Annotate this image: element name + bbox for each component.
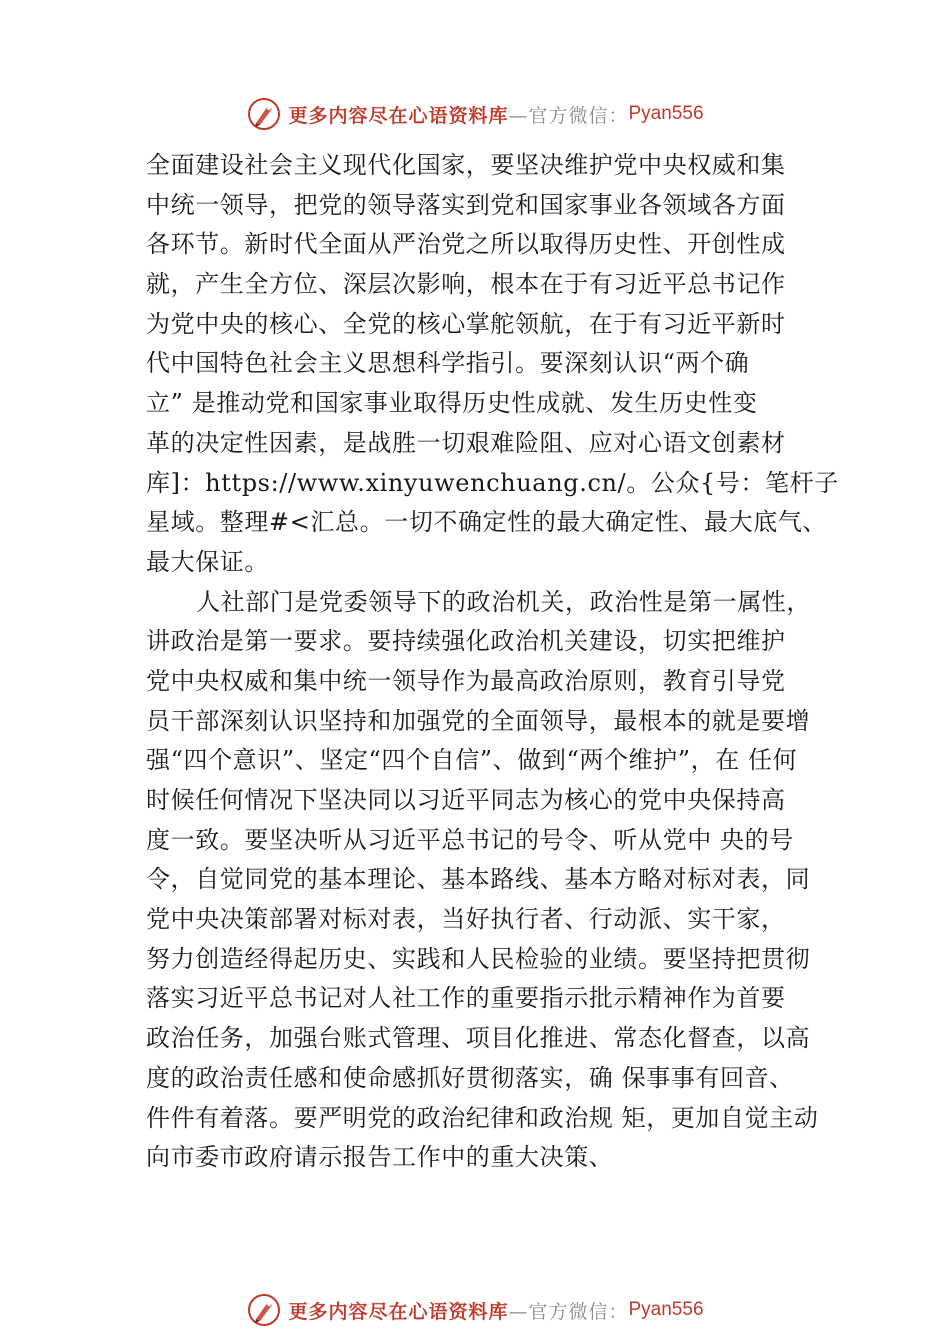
paragraph-2 — [146, 583, 836, 1178]
text-line: 件件有着落。要严明党的政治纪律和政治规 矩，更加自觉主动 — [146, 1103, 819, 1132]
text-line: 代中国特色社会主义思想科学指引。要深刻认识“两个确 — [146, 349, 750, 378]
text-line: 努力创造经得起历史、实践和人民检验的业绩。要坚持把贯彻 — [146, 944, 811, 973]
banner-separator-text: —官方微信： — [508, 104, 629, 127]
text-line: 党中央权威和集中统一领导作为最高政治原则，教育引导党 — [146, 666, 786, 695]
text-line: 最大保证。 — [146, 547, 269, 576]
document-body — [146, 146, 839, 1178]
text-line: 就，产生全方位、深层次影响，根本在于有习近平总书记作 — [146, 270, 786, 299]
banner-brand-text: 更多内容尽在心语资料库 — [288, 104, 509, 127]
text-line: 中统一领导，把党的领导落实到党和国家事业各领域各方面 — [146, 190, 786, 219]
text-line: 令，自觉同党的基本理论、基本路线、基本方略对标对表，同 — [146, 865, 811, 894]
text-line: 员干部深刻认识坚持和加强党的全面领导，最根本的就是要增 — [146, 706, 811, 735]
banner-brand-text: 更多内容尽在心语资料库 — [288, 1300, 509, 1323]
pen-nib-logo-icon — [246, 96, 282, 132]
pen-nib-logo-icon — [246, 1292, 282, 1328]
banner-wechat-id: Pyan556 — [628, 103, 704, 124]
text-line: 向市委市政府请示报告工作中的重大决策、 — [146, 1143, 614, 1172]
text-line: 政治任务，加强台账式管理、项目化推进、常态化督查，以高 — [146, 1024, 811, 1053]
banner-separator-text: —官方微信： — [508, 1300, 629, 1323]
text-line: 立” 是推动党和国家事业取得历史性成就、发生历史性变 — [146, 389, 758, 418]
text-line: 全面建设社会主义现代化国家，要坚决维护党中央权威和集 — [146, 151, 786, 179]
text-line: 时候任何情况下坚决同以习近平同志为核心的党中央保持高 — [146, 786, 786, 814]
paragraph-1 — [146, 146, 839, 583]
text-line: 革的决定性因素，是战胜一切艰难险阻、应对心语文创素材 — [146, 428, 786, 457]
footer-watermark-banner — [0, 1290, 950, 1330]
text-line: 落实习近平总书记对人社工作的重要指示批示精神作为首要 — [146, 984, 786, 1013]
text-line: 党中央决策部署对标对表，当好执行者、行动派、实干家， — [146, 905, 786, 934]
text-line: 讲政治是第一要求。要持续强化政治机关建设，切实把维护 — [146, 627, 786, 656]
text-line: 强“四个意识”、坚定“四个自信”、做到“两个维护”，在 任何 — [146, 746, 798, 775]
text-line: 度一致。要坚决听从习近平总书记的号令、听从党中 央的号 — [146, 825, 794, 854]
text-line: 库]：https://www.xinyuwenchuang.cn/。公众{号：笔杆子 — [146, 468, 839, 497]
text-line: 为党中央的核心、全党的核心掌舵领航，在于有习近平新时 — [146, 309, 786, 338]
text-line: 度的政治责任感和使命感抓好贯彻落实，确 保事事有回音、 — [146, 1063, 794, 1092]
text-line: 各环节。新时代全面从严治党之所以取得历史性、开创性成 — [146, 230, 786, 259]
text-line: 人社部门是党委领导下的政治机关，政治性是第一属性， — [196, 587, 811, 616]
header-watermark-banner — [0, 94, 950, 134]
text-line: 星域。整理#<汇总。一切不确定性的最大确定性、最大底气、 — [146, 508, 828, 537]
banner-wechat-id: Pyan556 — [628, 1299, 704, 1320]
